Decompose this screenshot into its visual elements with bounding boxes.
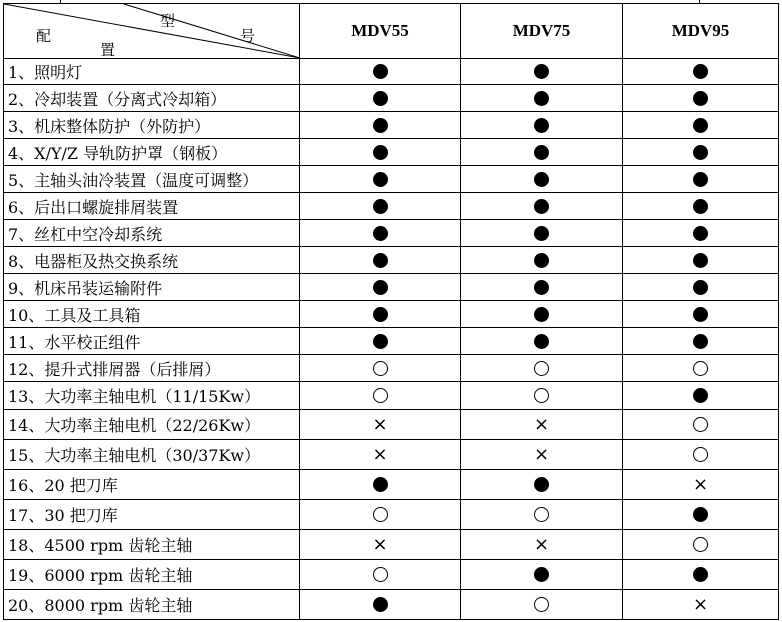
feature-label: 11、水平校正组件	[4, 328, 300, 355]
feature-label: 9、机床吊装运输附件	[4, 274, 300, 301]
standard-filled-circle-icon	[534, 280, 549, 295]
availability-cell-mdv75	[461, 500, 623, 530]
standard-filled-circle-icon	[373, 477, 388, 492]
availability-cell-mdv55	[300, 139, 461, 166]
table-row	[4, 247, 779, 274]
optional-open-circle-icon	[534, 361, 549, 376]
feature-label: 1、照明灯	[4, 59, 300, 85]
availability-cell-mdv95	[623, 500, 779, 530]
availability-cell-mdv75	[461, 382, 623, 410]
feature-label: 8、电器柜及热交换系统	[4, 247, 300, 274]
availability-cell-mdv75	[461, 560, 623, 590]
standard-filled-circle-icon	[693, 567, 708, 582]
model-header-mdv95: MDV95	[623, 4, 779, 59]
availability-cell-mdv95	[623, 247, 779, 274]
availability-cell-mdv75	[461, 530, 623, 560]
standard-filled-circle-icon	[373, 64, 388, 79]
availability-cell-mdv95	[623, 470, 779, 500]
standard-filled-circle-icon	[534, 199, 549, 214]
table-row	[4, 274, 779, 301]
table-row	[4, 220, 779, 247]
availability-cell-mdv95	[623, 530, 779, 560]
availability-cell-mdv95	[623, 410, 779, 440]
availability-cell-mdv75	[461, 59, 623, 85]
availability-cell-mdv55	[300, 470, 461, 500]
unavailable-cross-icon: ×	[372, 533, 388, 555]
availability-cell-mdv95	[623, 301, 779, 328]
availability-cell-mdv95	[623, 382, 779, 410]
standard-filled-circle-icon	[693, 172, 708, 187]
standard-filled-circle-icon	[534, 334, 549, 349]
configuration-table	[3, 3, 779, 620]
availability-cell-mdv55	[300, 590, 461, 620]
table-row	[4, 410, 779, 440]
availability-cell-mdv75	[461, 112, 623, 139]
table-row	[4, 112, 779, 139]
standard-filled-circle-icon	[373, 145, 388, 160]
standard-filled-circle-icon	[693, 507, 708, 522]
table-row	[4, 139, 779, 166]
table-row	[4, 301, 779, 328]
feature-label: 13、大功率主轴电机（11/15Kw）	[4, 382, 300, 410]
feature-label: 12、提升式排屑器（后排屑）	[4, 355, 300, 382]
availability-cell-mdv95	[623, 355, 779, 382]
optional-open-circle-icon	[534, 388, 549, 403]
availability-cell-mdv75	[461, 220, 623, 247]
standard-filled-circle-icon	[693, 64, 708, 79]
availability-cell-mdv95	[623, 220, 779, 247]
corner-label-setting: 置	[100, 41, 116, 59]
standard-filled-circle-icon	[693, 280, 708, 295]
standard-filled-circle-icon	[534, 253, 549, 268]
availability-cell-mdv75	[461, 139, 623, 166]
feature-label: 20、8000 rpm 齿轮主轴	[4, 590, 300, 620]
standard-filled-circle-icon	[534, 118, 549, 133]
optional-open-circle-icon	[373, 361, 388, 376]
availability-cell-mdv55	[300, 247, 461, 274]
standard-filled-circle-icon	[373, 597, 388, 612]
standard-filled-circle-icon	[693, 334, 708, 349]
standard-filled-circle-icon	[373, 199, 388, 214]
unavailable-cross-icon: ×	[692, 593, 709, 615]
standard-filled-circle-icon	[693, 145, 708, 160]
feature-label: 4、X/Y/Z 导轨防护罩（钢板）	[4, 139, 300, 166]
standard-filled-circle-icon	[693, 91, 708, 106]
standard-filled-circle-icon	[373, 172, 388, 187]
optional-open-circle-icon	[693, 361, 708, 376]
availability-cell-mdv55	[300, 410, 461, 440]
corner-label-config: 配	[36, 27, 52, 45]
availability-cell-mdv75	[461, 470, 623, 500]
unavailable-cross-icon: ×	[533, 533, 550, 555]
availability-cell-mdv55	[300, 355, 461, 382]
feature-label: 16、20 把刀库	[4, 470, 300, 500]
availability-cell-mdv75	[461, 193, 623, 220]
availability-cell-mdv75	[461, 301, 623, 328]
availability-cell-mdv95	[623, 166, 779, 193]
availability-cell-mdv55	[300, 59, 461, 85]
availability-cell-mdv55	[300, 220, 461, 247]
availability-cell-mdv55	[300, 440, 461, 470]
standard-filled-circle-icon	[373, 280, 388, 295]
availability-cell-mdv95	[623, 193, 779, 220]
standard-filled-circle-icon	[534, 91, 549, 106]
table-row	[4, 470, 779, 500]
availability-cell-mdv75	[461, 85, 623, 112]
availability-cell-mdv55	[300, 166, 461, 193]
corner-label-type: 型	[160, 12, 176, 30]
table-row	[4, 59, 779, 85]
standard-filled-circle-icon	[373, 91, 388, 106]
standard-filled-circle-icon	[373, 307, 388, 322]
standard-filled-circle-icon	[693, 307, 708, 322]
availability-cell-mdv55	[300, 274, 461, 301]
availability-cell-mdv55	[300, 530, 461, 560]
optional-open-circle-icon	[373, 388, 388, 403]
feature-label: 6、后出口螺旋排屑装置	[4, 193, 300, 220]
unavailable-cross-icon: ×	[372, 413, 388, 435]
availability-cell-mdv55	[300, 85, 461, 112]
availability-cell-mdv95	[623, 59, 779, 85]
table-row	[4, 193, 779, 220]
availability-cell-mdv75	[461, 274, 623, 301]
feature-label: 19、6000 rpm 齿轮主轴	[4, 560, 300, 590]
standard-filled-circle-icon	[534, 567, 549, 582]
diagonal-header-cell	[4, 4, 300, 59]
optional-open-circle-icon	[534, 597, 549, 612]
availability-cell-mdv95	[623, 274, 779, 301]
table-row	[4, 166, 779, 193]
table-row	[4, 328, 779, 355]
standard-filled-circle-icon	[693, 118, 708, 133]
table-row	[4, 85, 779, 112]
availability-cell-mdv75	[461, 410, 623, 440]
availability-cell-mdv95	[623, 590, 779, 620]
availability-cell-mdv95	[623, 328, 779, 355]
availability-cell-mdv55	[300, 193, 461, 220]
feature-label: 17、30 把刀库	[4, 500, 300, 530]
optional-open-circle-icon	[693, 447, 708, 462]
unavailable-cross-icon: ×	[533, 443, 550, 465]
availability-cell-mdv95	[623, 85, 779, 112]
table-row	[4, 590, 779, 620]
feature-label: 14、大功率主轴电机（22/26Kw）	[4, 410, 300, 440]
unavailable-cross-icon: ×	[533, 413, 550, 435]
feature-label: 7、丝杠中空冷却系统	[4, 220, 300, 247]
feature-label: 3、机床整体防护（外防护）	[4, 112, 300, 139]
table-row	[4, 560, 779, 590]
optional-open-circle-icon	[693, 537, 708, 552]
table-row	[4, 355, 779, 382]
unavailable-cross-icon: ×	[372, 443, 388, 465]
standard-filled-circle-icon	[693, 388, 708, 403]
header-row	[4, 4, 779, 59]
feature-label: 5、主轴头油冷装置（温度可调整）	[4, 166, 300, 193]
model-header-mdv75: MDV75	[461, 4, 623, 59]
standard-filled-circle-icon	[693, 253, 708, 268]
availability-cell-mdv55	[300, 112, 461, 139]
table-row	[4, 382, 779, 410]
availability-cell-mdv55	[300, 301, 461, 328]
optional-open-circle-icon	[373, 507, 388, 522]
model-header-mdv55: MDV55	[300, 4, 461, 59]
availability-cell-mdv55	[300, 560, 461, 590]
standard-filled-circle-icon	[534, 172, 549, 187]
standard-filled-circle-icon	[534, 145, 549, 160]
standard-filled-circle-icon	[534, 226, 549, 241]
availability-cell-mdv75	[461, 166, 623, 193]
standard-filled-circle-icon	[693, 199, 708, 214]
optional-open-circle-icon	[693, 417, 708, 432]
feature-label: 2、冷却装置（分离式冷却箱）	[4, 85, 300, 112]
corner-label-number: 号	[240, 27, 256, 45]
table-row	[4, 530, 779, 560]
feature-label: 18、4500 rpm 齿轮主轴	[4, 530, 300, 560]
availability-cell-mdv95	[623, 112, 779, 139]
availability-cell-mdv95	[623, 440, 779, 470]
availability-cell-mdv75	[461, 247, 623, 274]
standard-filled-circle-icon	[373, 253, 388, 268]
standard-filled-circle-icon	[373, 118, 388, 133]
unavailable-cross-icon: ×	[692, 473, 709, 495]
feature-label: 10、工具及工具箱	[4, 301, 300, 328]
optional-open-circle-icon	[534, 507, 549, 522]
feature-label: 15、大功率主轴电机（30/37Kw）	[4, 440, 300, 470]
availability-cell-mdv55	[300, 328, 461, 355]
availability-cell-mdv75	[461, 440, 623, 470]
availability-cell-mdv75	[461, 328, 623, 355]
standard-filled-circle-icon	[534, 64, 549, 79]
optional-open-circle-icon	[373, 567, 388, 582]
availability-cell-mdv55	[300, 500, 461, 530]
table-row	[4, 500, 779, 530]
standard-filled-circle-icon	[534, 307, 549, 322]
availability-cell-mdv75	[461, 590, 623, 620]
availability-cell-mdv75	[461, 355, 623, 382]
availability-cell-mdv95	[623, 560, 779, 590]
availability-cell-mdv95	[623, 139, 779, 166]
availability-cell-mdv55	[300, 382, 461, 410]
standard-filled-circle-icon	[534, 477, 549, 492]
table-row	[4, 440, 779, 470]
standard-filled-circle-icon	[373, 226, 388, 241]
standard-filled-circle-icon	[693, 226, 708, 241]
standard-filled-circle-icon	[373, 334, 388, 349]
